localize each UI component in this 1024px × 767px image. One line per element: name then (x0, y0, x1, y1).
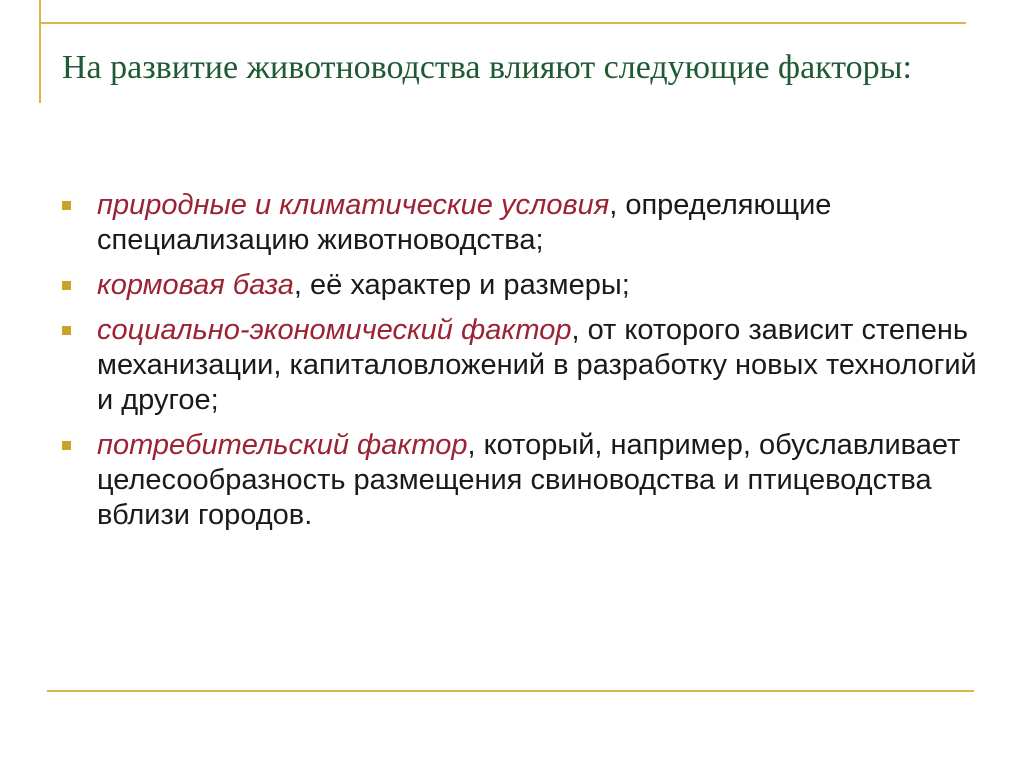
square-bullet-icon (62, 326, 71, 335)
bullet-text: , её характер и размеры; (293, 269, 630, 301)
bullet-item-consumer-factor (58, 428, 978, 533)
square-bullet-icon (62, 281, 71, 290)
bullet-item-socio-economic (58, 313, 978, 418)
frame-top-line (39, 22, 966, 24)
bullet-term: природные и климатические условия (97, 189, 610, 221)
square-bullet-icon (62, 441, 71, 450)
square-bullet-icon (62, 201, 71, 210)
bullet-text: , от которого зависит степень механизации, капиталовложений в разработку новых технологий и другое; (97, 314, 977, 416)
bullet-term: социально-экономический фактор (97, 314, 572, 346)
bullet-term: потребительский фактор (97, 429, 468, 461)
frame-bottom-line (47, 690, 974, 692)
bullet-term: кормовая база (97, 269, 294, 301)
frame-left-line (39, 0, 41, 103)
bullet-item-feed-base (58, 268, 978, 303)
bullet-text: , который, например, обуславливает целесообразность размещения свиноводства и птицеводства вблизи городов. (97, 429, 961, 531)
slide-title: На развитие животноводства влияют следующие факторы: (62, 49, 912, 86)
bullet-text: , определяющие специализацию животноводства; (97, 189, 832, 256)
bullet-list (58, 188, 978, 543)
bullet-item-natural-conditions (58, 188, 978, 258)
